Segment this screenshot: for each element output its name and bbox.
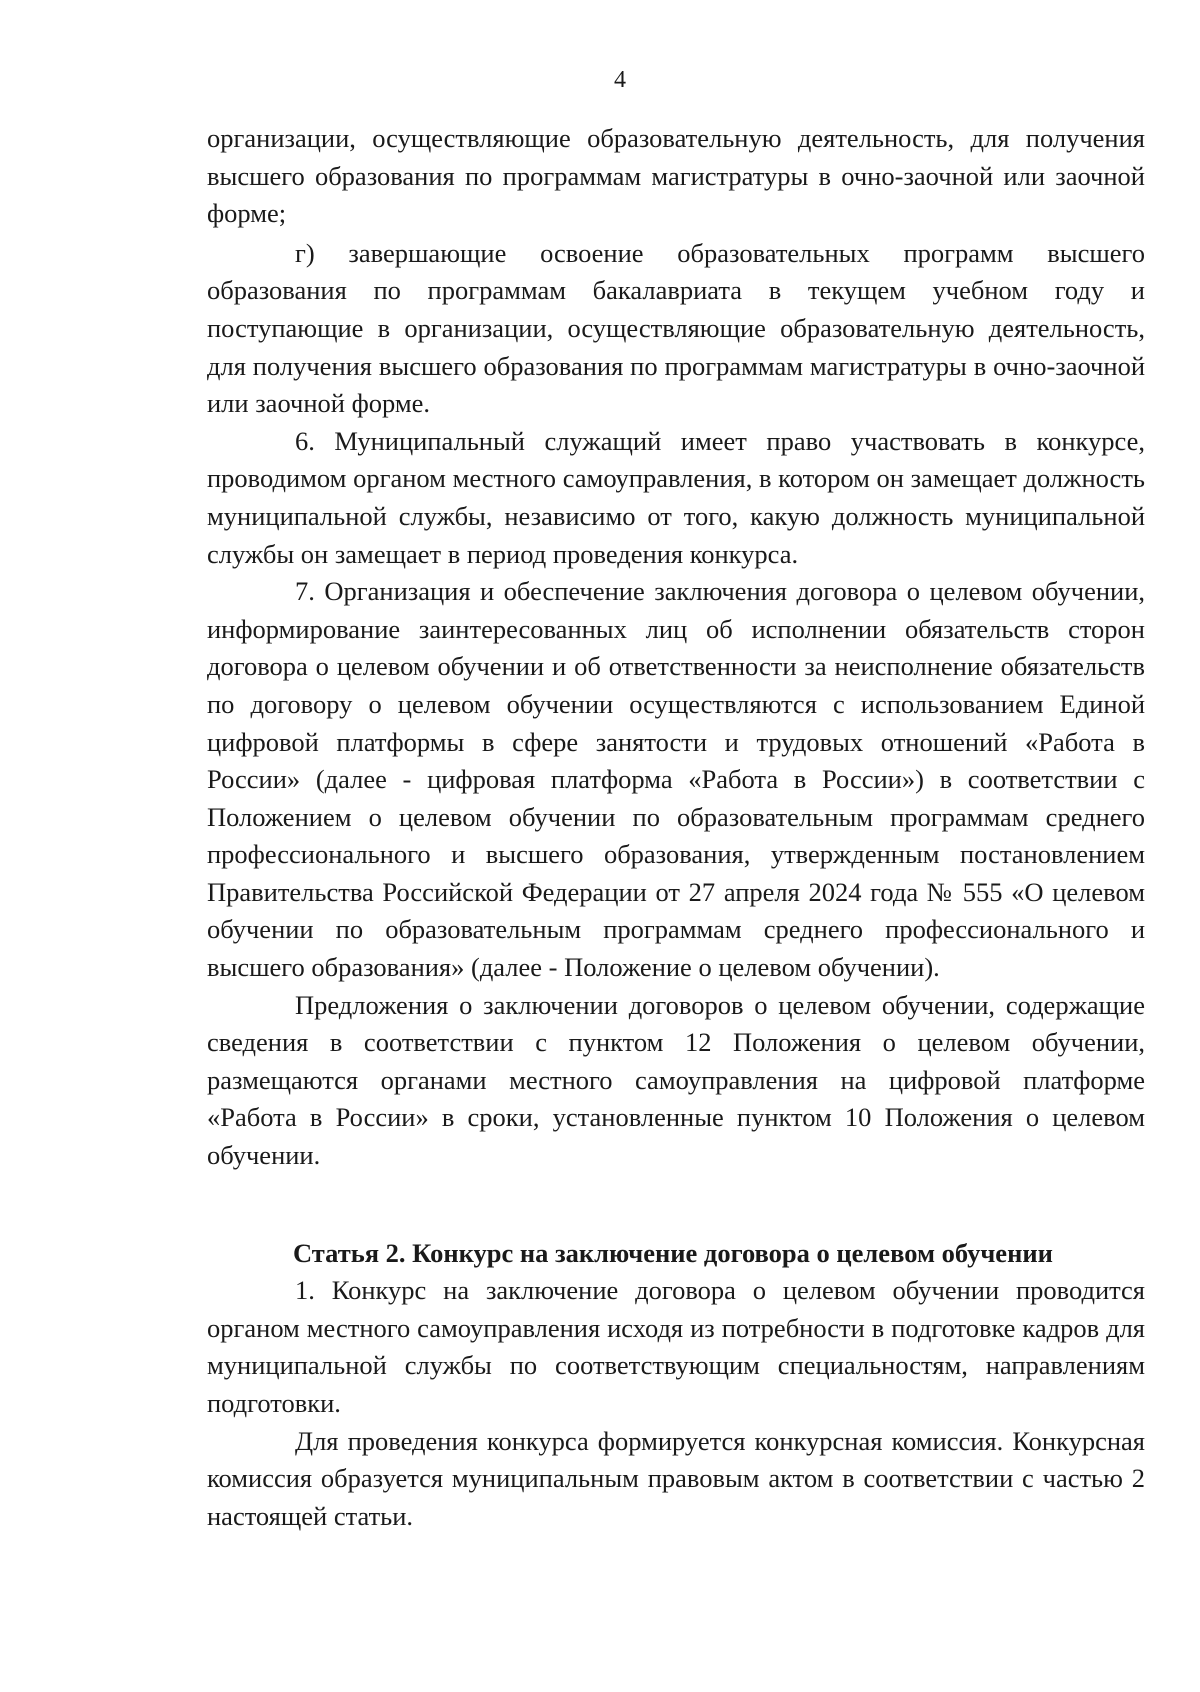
paragraph-continuation: организации, осуществляющие образовательную деятельность, для получения высшего образования по программам магистратуры в очно-заочной или заочной форме;: [207, 123, 1145, 229]
paragraph-item-g: г) завершающие освоение образовательных программ высшего образования по программам бакалавриата в текущем учебном году и поступающие в организации, осуществляющие образовательную деятельность, для получения высшего образования по программам магистратуры в очно-заочной или заочной форме.: [207, 237, 1145, 419]
document-body: [207, 120, 1145, 1535]
paragraph-point-6: 6. Муниципальный служащий имеет право участвовать в конкурсе, проводимом органом местного самоуправления, в котором он замещает должность муниципальной службы, независимо от того, какую должность муниципальной службы он замещает в период проведения конкурса.: [207, 425, 1145, 569]
paragraph-commission: Для проведения конкурса формируется конкурсная комиссия. Конкурсная комиссия образуется муниципальным правовым актом в соответствии с частью 2 настоящей статьи.: [207, 1425, 1145, 1531]
page-number: 4: [614, 67, 626, 93]
article-heading: Статья 2. Конкурс на заключение договора о целевом обучении: [293, 1237, 1053, 1268]
paragraph-article2-point-1: 1. Конкурс на заключение договора о целевом обучении проводится органом местного самоуправления исходя из потребности в подготовке кадров для муниципальной службы по соответствующим специальностям, направлениям подготовки.: [207, 1275, 1145, 1418]
paragraph-point-7: 7. Организация и обеспечение заключения договора о целевом обучении, информирование заинтересованных лиц об исполнении обязательств сторон договора о целевом обучении и об ответственности за неисполнение обязательств по договору о целевом обучении осуществляются с использованием Единой цифровой платформы в сфере занятости и трудовых отношений «Работа в России» (далее - цифровая платформа «Работа в России») в соответствии с Положением о целевом обучении по образовательным программам среднего профессионального и высшего образования, утвержденным постановлением Правительства Российской Федерации от 27 апреля 2024 года № 555 «О целевом обучении по образовательным программам среднего профессионального и высшего образования» (далее - Положение о целевом обучении).: [207, 576, 1145, 983]
paragraph-proposals: Предложения о заключении договоров о целевом обучении, содержащие сведения в соответствии с пунктом 12 Положения о целевом обучении, размещаются органами местного самоуправления на цифровой платформе «Работа в России» в сроки, установленные пунктом 10 Положения о целевом обучении.: [207, 989, 1145, 1171]
